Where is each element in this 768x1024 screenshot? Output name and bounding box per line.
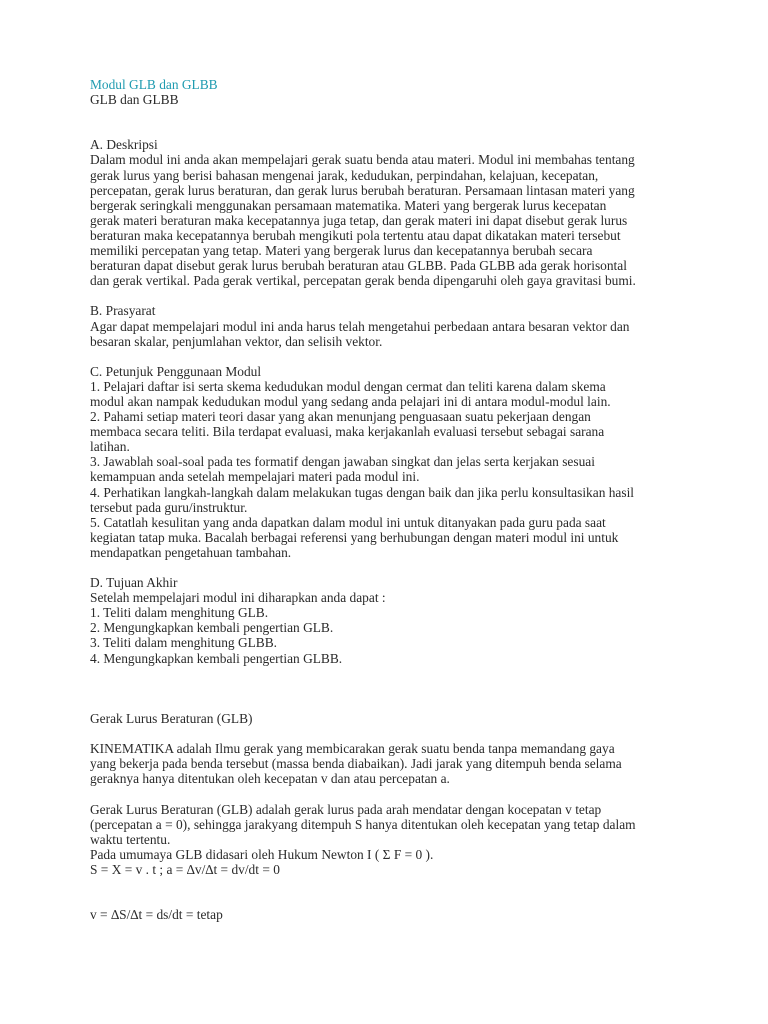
paragraph-line: yang bekerja pada benda tersebut (massa benda diabaikan). Jadi jarak yang ditempuh benda selama <box>90 756 622 772</box>
paragraph-line: beraturan dapat disebut gerak lurus berubah beraturan atau GLBB. Pada GLBB ada gerak horisontal <box>90 258 627 274</box>
paragraph-line: gerak materi beraturan maka kecepatannya juga tetap, dan gerak materi ini dapat disebut gerak lurus <box>90 212 628 228</box>
glb-heading: Gerak Lurus Beraturan (GLB) <box>90 710 253 726</box>
list-item-line: 4. Perhatikan langkah-langkah dalam melakukan tugas dengan baik dan jika perlu konsultasikan hasil <box>90 484 635 500</box>
paragraph-line: gerak lurus yang berisi bahasan mengenai jarak, kedudukan, perpindahan, kelajuan, kecepatan, <box>90 167 599 183</box>
paragraph-line: besaran skalar, penjumlahan vektor, dan selisih vektor. <box>90 333 383 349</box>
list-item-line: Setelah mempelajari modul ini diharapkan anda dapat : <box>90 590 386 606</box>
list-item-line: 2. Mengungkapkan kembali pengertian GLB. <box>90 620 334 636</box>
paragraph-line: Pada umumaya GLB didasari oleh Hukum Newton I ( Σ F = 0 ). <box>90 846 434 862</box>
section-a-heading: A. Deskripsi <box>90 137 158 153</box>
section-b-heading: B. Prasyarat <box>90 303 156 319</box>
list-item-line: latihan. <box>90 439 130 455</box>
paragraph-line: dan gerak vertikal. Pada gerak vertikal, percepatan gerak benda dipengaruhi oleh gaya gravitasi bumi. <box>90 273 636 289</box>
title-link[interactable]: Modul GLB dan GLBB <box>90 77 218 92</box>
list-item-line: 1. Pelajari daftar isi serta skema kedudukan modul dengan cermat dan teliti karena dalam skema <box>90 378 606 394</box>
list-item-line: modul akan nampak kedudukan modul yang sedang anda pelajari ini di antara modul-modul lain. <box>90 393 611 409</box>
list-item-line: membaca secara teliti. Bila terdapat evaluasi, maka kerjakanlah evaluasi tersebut sebagai sarana <box>90 424 605 440</box>
paragraph-line: waktu tertentu. <box>90 831 171 847</box>
paragraph-line: Gerak Lurus Beraturan (GLB) adalah gerak lurus pada arah mendatar dengan kocepatan v tetap <box>90 801 602 817</box>
paragraph-line: geraknya hanya ditentukan oleh kecepatan v dan atau percepatan a. <box>90 771 450 787</box>
paragraph-line: memiliki percepatan yang tetap. Materi yang bergerak lurus dan kecepatannya berubah secara <box>90 243 593 259</box>
paragraph-line: Dalam modul ini anda akan mempelajari gerak suatu benda atau materi. Modul ini membahas tentang <box>90 152 635 168</box>
list-item-line: 2. Pahami setiap materi teori dasar yang akan menunjang penguasaan suatu pekerjaan dengan <box>90 409 591 425</box>
list-item-line: 1. Teliti dalam menghitung GLB. <box>90 605 269 621</box>
paragraph-line: bergerak seringkali menggunakan persamaan matematika. Materi yang bergerak lurus kecepatan <box>90 197 607 213</box>
section-c-heading: C. Petunjuk Penggunaan Modul <box>90 363 262 379</box>
document-body <box>90 77 720 922</box>
paragraph-line: (percepatan a = 0), sehingga jarakyang ditempuh S hanya ditentukan oleh kecepatan yang tetap dalam <box>90 816 636 832</box>
formula-line: S = X = v . t ; a = ∆v/∆t = dv/dt = 0 <box>90 861 280 877</box>
list-item-line: 5. Catatlah kesulitan yang anda dapatkan dalam modul ini untuk ditanyakan pada guru pada saat <box>90 514 606 530</box>
list-item-line: kegiatan tatap muka. Bacalah berbagai referensi yang berhubungan dengan materi modul ini untuk <box>90 529 619 545</box>
list-item-line: kemampuan anda setelah mempelajari materi pada modul ini. <box>90 469 420 485</box>
list-item-line: 3. Teliti dalam menghitung GLBB. <box>90 635 278 651</box>
list-item-line: 3. Jawablah soal-soal pada tes formatif dengan jawaban singkat dan jelas serta kerjakan sesuai <box>90 454 595 470</box>
paragraph-line: KINEMATIKA adalah Ilmu gerak yang membicarakan gerak suatu benda tanpa memandang gaya <box>90 741 615 757</box>
list-item-line: 4. Mengungkapkan kembali pengertian GLBB. <box>90 650 343 666</box>
list-item-line: tersebut pada guru/instruktur. <box>90 499 248 515</box>
list-item-line: mendapatkan pengetahuan tambahan. <box>90 544 292 560</box>
formula-velocity: v = ∆S/∆t = ds/dt = tetap <box>90 907 223 923</box>
subtitle: GLB dan GLBB <box>90 92 179 108</box>
section-d-heading: D. Tujuan Akhir <box>90 575 178 591</box>
paragraph-line: percepatan, gerak lurus beraturan, dan gerak lurus berubah beraturan. Persamaan lintasan materi yang <box>90 182 635 198</box>
paragraph-line: Agar dapat mempelajari modul ini anda harus telah mengetahui perbedaan antara besaran vektor dan <box>90 318 630 334</box>
paragraph-line: beraturan maka kecepatannya berubah mengikuti pola tertentu atau dapat dikatakan materi tersebut <box>90 227 621 243</box>
